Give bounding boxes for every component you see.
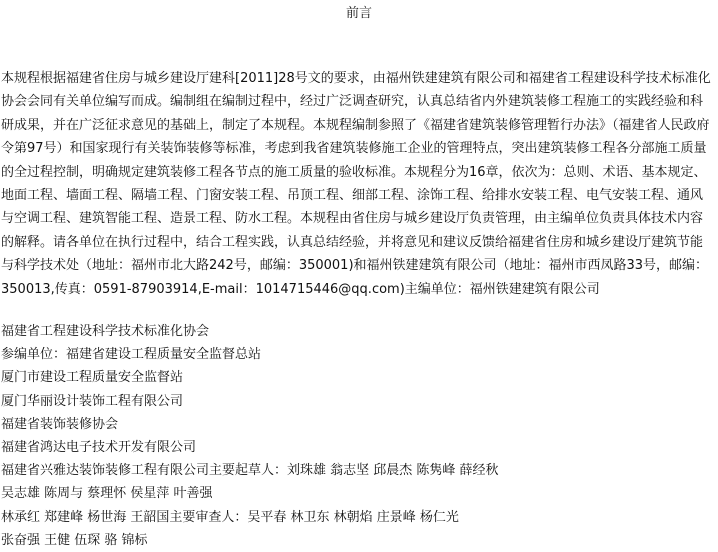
list-line: 吴志雄 陈周与 蔡理怀 侯星萍 叶善强 xyxy=(1,486,213,502)
list-line: 参编单位：福建省建设工程质量安全监督总站 xyxy=(1,347,262,363)
unit-and-author-list xyxy=(1,320,713,552)
body-paragraph: 本规程根据福建省住房与城乡建设厅建科[2011]28号文的要求，由福州铁建建筑有限公司和福建省工程建设科学技术标准化协会会同有关单位编写而成。编制组在编制过程中，经过广泛调查研究，认真总结省内外建筑装修工程施工的实践经验和科研成果，并在广泛征求意见的基础上，制定了本规程。本规程编制参照了《福建省建筑装修管理暂行办法》（福建省人民政府令第97号）和国家现行有关装饰装修等标准，考虑到我省建筑装修施工企业的管理特点，突出建筑装修工程各分部施工质量的全过程控制，明确规定建筑装修工程各节点的施工质量的验收标准。本规程分为16章，依次为：总则、术语、基本规定、地面工程、墙面工程、隔墙工程、门窗安装工程、吊顶工程、细部工程、涂饰工程、给排水安装工程、电气安装工程、通风与空调工程、建筑智能工程、造景工程、防水工程。本规程由省住房与城乡建设厅负责管理，由主编单位负责具体技术内容的解释。请各单位在执行过程中，结合工程实践，认真总结经验，并将意见和建议反馈给福建省住房和城乡建设厅建筑节能与科学技术处（地址：福州市北大路242号，邮编：350001)和福州铁建建筑有限公司（地址：福州市西凤路33号，邮编：350013,传真：0591-87903914,E-mail：1014715446@qq.com)主编单位：福州铁建建筑有限公司 xyxy=(1,71,711,297)
list-line: 厦门市建设工程质量安全监督站 xyxy=(1,370,184,386)
list-line: 福建省兴雅达装饰装修工程有限公司主要起草人：刘珠雄 翁志坚 邱晨杰 陈隽峰 薛经秋 xyxy=(1,463,499,479)
list-line: 福建省装饰装修协会 xyxy=(1,416,119,432)
list-line: 林承红 郑建峰 杨世海 王韶国主要审查人：吴平春 林卫东 林朝焰 庄景峰 杨仁光 xyxy=(1,509,459,525)
list-line: 福建省鸿达电子技术开发有限公司 xyxy=(1,440,197,456)
document-title: 前言 xyxy=(345,6,372,21)
list-line: 厦门华丽设计装饰工程有限公司 xyxy=(1,393,184,409)
list-line: 福建省工程建设科学技术标准化协会 xyxy=(1,324,210,339)
list-line: 张奋强 王健 伍琛 骆 锦标 xyxy=(1,532,148,548)
